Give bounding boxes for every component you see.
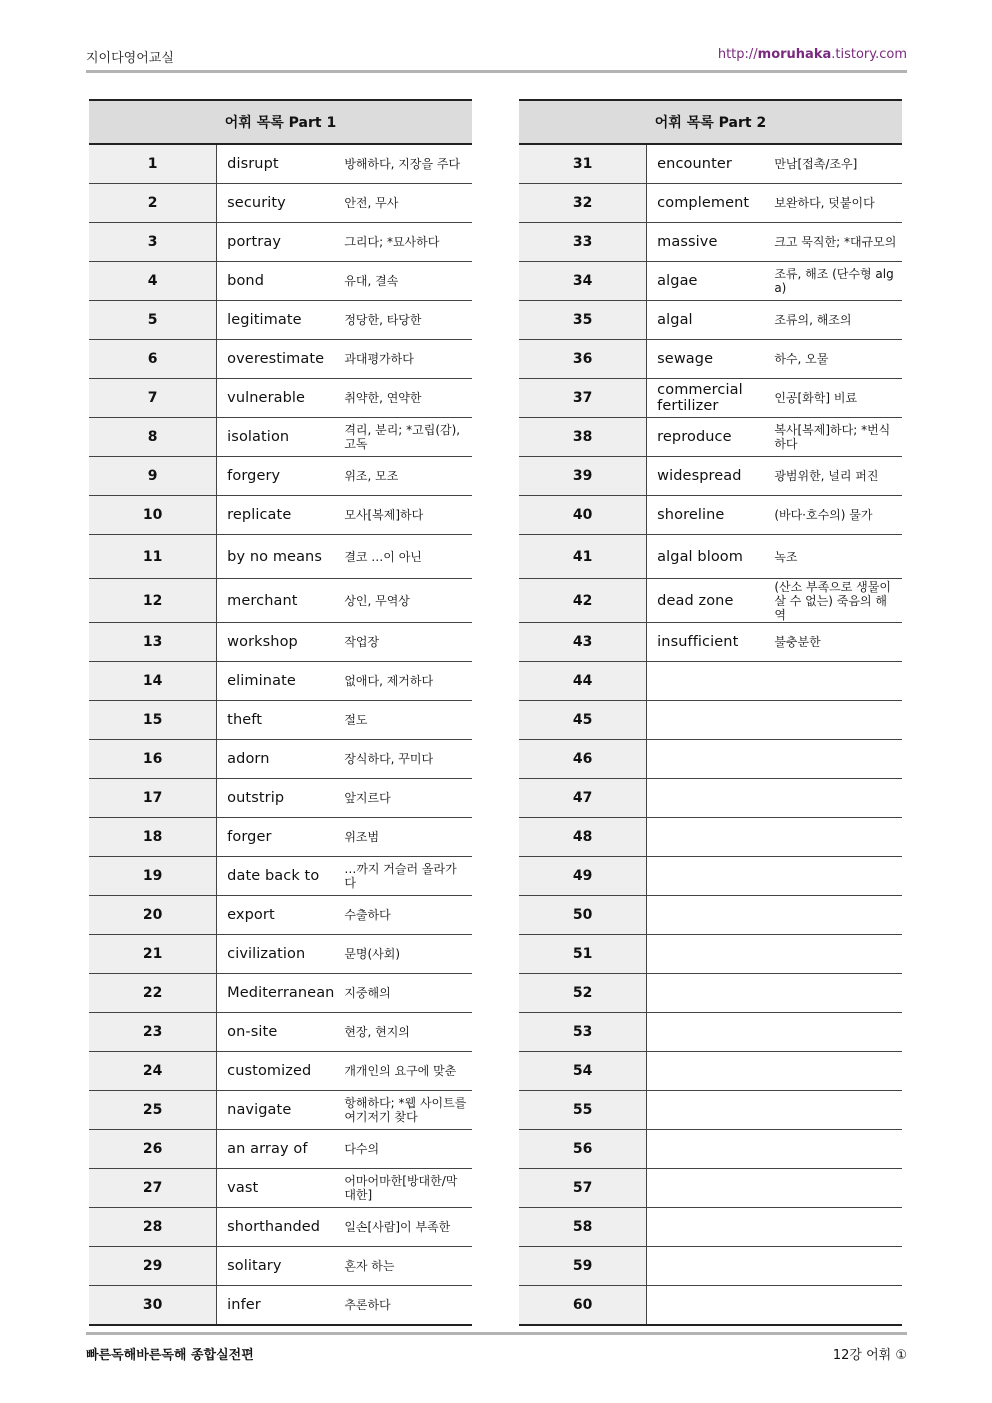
row-number: 11 — [89, 535, 217, 579]
row-number: 10 — [89, 496, 217, 535]
header-divider — [86, 70, 907, 73]
table-row — [519, 1208, 902, 1247]
vocab-word — [647, 1286, 775, 1326]
table-row — [89, 701, 472, 740]
vocab-meaning — [774, 857, 902, 896]
vocab-word: shorthanded — [217, 1208, 345, 1247]
row-number: 36 — [519, 340, 647, 379]
page-header — [86, 44, 907, 66]
row-number: 54 — [519, 1052, 647, 1091]
footer-divider — [86, 1332, 907, 1335]
vocab-meaning: 결코 …이 아닌 — [344, 535, 472, 579]
row-number: 44 — [519, 662, 647, 701]
vocab-word — [647, 779, 775, 818]
vocab-word: security — [217, 184, 345, 223]
vocab-meaning: 만남[접촉/조우] — [774, 144, 902, 184]
vocab-word: legitimate — [217, 301, 345, 340]
table-row — [519, 340, 902, 379]
vocab-meaning: 과대평가하다 — [344, 340, 472, 379]
vocab-meaning: 조류, 해조 (단수형 alga) — [774, 262, 902, 301]
table-row — [89, 144, 472, 184]
vocab-meaning: 안전, 무사 — [344, 184, 472, 223]
vocab-meaning — [774, 896, 902, 935]
table-row — [89, 340, 472, 379]
vocab-word — [647, 740, 775, 779]
vocab-meaning — [774, 818, 902, 857]
table-row — [519, 818, 902, 857]
vocab-word — [647, 701, 775, 740]
vocab-word: solitary — [217, 1247, 345, 1286]
vocab-word: an array of — [217, 1130, 345, 1169]
table-row — [89, 1169, 472, 1208]
vocab-word — [647, 857, 775, 896]
vocab-word: workshop — [217, 623, 345, 662]
row-number: 47 — [519, 779, 647, 818]
table-row — [519, 974, 902, 1013]
table-row — [89, 379, 472, 418]
row-number: 46 — [519, 740, 647, 779]
row-number: 28 — [89, 1208, 217, 1247]
row-number: 1 — [89, 144, 217, 184]
row-number: 18 — [89, 818, 217, 857]
row-number: 59 — [519, 1247, 647, 1286]
table-row — [89, 779, 472, 818]
vocab-meaning — [774, 1091, 902, 1130]
row-number: 12 — [89, 579, 217, 623]
vocab-word: replicate — [217, 496, 345, 535]
vocab-word: isolation — [217, 418, 345, 457]
vocab-word — [647, 1091, 775, 1130]
row-number: 32 — [519, 184, 647, 223]
vocab-meaning: 하수, 오물 — [774, 340, 902, 379]
table-row — [519, 1091, 902, 1130]
row-number: 22 — [89, 974, 217, 1013]
vocab-meaning: 녹조 — [774, 535, 902, 579]
table-row — [89, 1130, 472, 1169]
row-number: 31 — [519, 144, 647, 184]
table-row — [89, 184, 472, 223]
table-row — [89, 1286, 472, 1326]
row-number: 37 — [519, 379, 647, 418]
row-number: 5 — [89, 301, 217, 340]
vocab-word: insufficient — [647, 623, 775, 662]
row-number: 9 — [89, 457, 217, 496]
vocab-meaning — [774, 935, 902, 974]
row-number: 50 — [519, 896, 647, 935]
vocab-word: complement — [647, 184, 775, 223]
vocab-word — [647, 1013, 775, 1052]
vocab-meaning: 추론하다 — [344, 1286, 472, 1326]
vocab-word: bond — [217, 262, 345, 301]
row-number: 24 — [89, 1052, 217, 1091]
vocab-word: forger — [217, 818, 345, 857]
table-row — [519, 623, 902, 662]
vocab-word: export — [217, 896, 345, 935]
table-row — [519, 496, 902, 535]
row-number: 60 — [519, 1286, 647, 1326]
vocab-word: algal bloom — [647, 535, 775, 579]
vocab-word: algal — [647, 301, 775, 340]
vocab-meaning: 정당한, 타당한 — [344, 301, 472, 340]
row-number: 35 — [519, 301, 647, 340]
vocab-meaning: 크고 묵직한; *대규모의 — [774, 223, 902, 262]
table-row — [519, 1169, 902, 1208]
table-row — [519, 418, 902, 457]
url-bold: moruhaka — [757, 47, 832, 62]
vocab-word — [647, 1247, 775, 1286]
table-row — [89, 1247, 472, 1286]
vocab-word: outstrip — [217, 779, 345, 818]
vocab-meaning: …까지 거슬러 올라가다 — [344, 857, 472, 896]
table-row — [89, 857, 472, 896]
table-row — [519, 857, 902, 896]
row-number: 40 — [519, 496, 647, 535]
vocab-meaning: 취약한, 연약한 — [344, 379, 472, 418]
row-number: 43 — [519, 623, 647, 662]
vocab-word: dead zone — [647, 579, 775, 623]
row-number: 15 — [89, 701, 217, 740]
vocab-word: forgery — [217, 457, 345, 496]
vocab-word — [647, 1169, 775, 1208]
row-number: 48 — [519, 818, 647, 857]
table-row — [519, 662, 902, 701]
table-row — [519, 896, 902, 935]
table-row — [89, 496, 472, 535]
table-row — [519, 379, 902, 418]
vocab-word — [647, 1208, 775, 1247]
vocab-table-part2 — [519, 99, 902, 1326]
table-row — [89, 662, 472, 701]
row-number: 17 — [89, 779, 217, 818]
vocab-meaning — [774, 1130, 902, 1169]
row-number: 56 — [519, 1130, 647, 1169]
vocab-meaning: 없애다, 제거하다 — [344, 662, 472, 701]
table-row — [519, 1286, 902, 1326]
vocab-word: shoreline — [647, 496, 775, 535]
vocab-word: vulnerable — [217, 379, 345, 418]
table-row — [89, 896, 472, 935]
vocab-word — [647, 974, 775, 1013]
table-row — [89, 579, 472, 623]
vocab-word: sewage — [647, 340, 775, 379]
vocab-word: widespread — [647, 457, 775, 496]
vocab-word — [647, 818, 775, 857]
vocab-word: on-site — [217, 1013, 345, 1052]
vocab-meaning: 수출하다 — [344, 896, 472, 935]
row-number: 16 — [89, 740, 217, 779]
row-number: 53 — [519, 1013, 647, 1052]
vocab-word: adorn — [217, 740, 345, 779]
vocab-meaning: 격리, 분리; *고립(감), 고독 — [344, 418, 472, 457]
row-number: 45 — [519, 701, 647, 740]
table-title: 어휘 목록 Part 1 — [89, 100, 472, 144]
vocab-word: eliminate — [217, 662, 345, 701]
table-row — [89, 818, 472, 857]
footer-lesson: 12강 어휘 ① — [832, 1348, 907, 1363]
vocab-word: vast — [217, 1169, 345, 1208]
vocab-meaning: 유대, 결속 — [344, 262, 472, 301]
vocab-meaning — [774, 1247, 902, 1286]
vocab-meaning: 어마어마한[방대한/막대한] — [344, 1169, 472, 1208]
vocab-meaning — [774, 974, 902, 1013]
table-row — [519, 779, 902, 818]
vocab-word — [647, 896, 775, 935]
vocab-word: disrupt — [217, 144, 345, 184]
vocab-word: infer — [217, 1286, 345, 1326]
vocab-meaning: 장식하다, 꾸미다 — [344, 740, 472, 779]
vocab-meaning: (바다·호수의) 물가 — [774, 496, 902, 535]
row-number: 23 — [89, 1013, 217, 1052]
vocab-meaning: 방해하다, 지장을 주다 — [344, 144, 472, 184]
vocab-meaning: 문명(사회) — [344, 935, 472, 974]
table-row — [519, 262, 902, 301]
vocab-meaning: 그리다; *묘사하다 — [344, 223, 472, 262]
vocab-word: algae — [647, 262, 775, 301]
table-row — [519, 1247, 902, 1286]
row-number: 27 — [89, 1169, 217, 1208]
footer-book-title: 빠른독해바른독해 종합실전편 — [86, 1348, 254, 1363]
vocab-word: commercial fertilizer — [647, 379, 775, 418]
row-number: 52 — [519, 974, 647, 1013]
vocab-meaning: 광범위한, 널리 퍼진 — [774, 457, 902, 496]
url-suffix: .tistory.com — [831, 47, 907, 62]
vocab-meaning — [774, 1052, 902, 1091]
vocab-meaning — [774, 662, 902, 701]
table-title: 어휘 목록 Part 2 — [519, 100, 902, 144]
vocab-meaning: 위조범 — [344, 818, 472, 857]
vocab-meaning: 다수의 — [344, 1130, 472, 1169]
table-row — [519, 457, 902, 496]
table-row — [89, 1013, 472, 1052]
table-row — [519, 701, 902, 740]
table-row — [89, 935, 472, 974]
table-row — [519, 579, 902, 623]
vocab-meaning: 위조, 모조 — [344, 457, 472, 496]
row-number: 29 — [89, 1247, 217, 1286]
vocab-word: overestimate — [217, 340, 345, 379]
vocab-word: reproduce — [647, 418, 775, 457]
row-number: 2 — [89, 184, 217, 223]
vocab-word: customized — [217, 1052, 345, 1091]
vocab-meaning: 불충분한 — [774, 623, 902, 662]
vocab-meaning: 조류의, 해조의 — [774, 301, 902, 340]
vocab-word: navigate — [217, 1091, 345, 1130]
vocab-word — [647, 662, 775, 701]
row-number: 39 — [519, 457, 647, 496]
vocab-meaning: 모사[복제]하다 — [344, 496, 472, 535]
table-row — [519, 184, 902, 223]
table-row — [519, 1013, 902, 1052]
row-number: 34 — [519, 262, 647, 301]
table-row — [519, 1130, 902, 1169]
row-number: 38 — [519, 418, 647, 457]
vocab-word: by no means — [217, 535, 345, 579]
table-row — [89, 1208, 472, 1247]
table-row — [89, 1091, 472, 1130]
row-number: 19 — [89, 857, 217, 896]
row-number: 33 — [519, 223, 647, 262]
row-number: 30 — [89, 1286, 217, 1326]
vocab-word — [647, 935, 775, 974]
vocab-meaning — [774, 1286, 902, 1326]
table-row — [89, 223, 472, 262]
table-row — [519, 740, 902, 779]
vocab-meaning: 현장, 현지의 — [344, 1013, 472, 1052]
table-row — [519, 1052, 902, 1091]
url-prefix: http:// — [717, 47, 758, 62]
row-number: 55 — [519, 1091, 647, 1130]
vocab-meaning: 복사[복제]하다; *번식하다 — [774, 418, 902, 457]
vocab-meaning: 보완하다, 덧붙이다 — [774, 184, 902, 223]
table-row — [89, 457, 472, 496]
row-number: 7 — [89, 379, 217, 418]
table-row — [89, 1052, 472, 1091]
vocab-meaning: 인공[화학] 비료 — [774, 379, 902, 418]
row-number: 3 — [89, 223, 217, 262]
table-row — [519, 223, 902, 262]
vocab-word: merchant — [217, 579, 345, 623]
row-number: 21 — [89, 935, 217, 974]
vocab-word: civilization — [217, 935, 345, 974]
table-row — [519, 935, 902, 974]
vocab-word: portray — [217, 223, 345, 262]
vocab-word — [647, 1052, 775, 1091]
table-row — [89, 535, 472, 579]
vocab-meaning — [774, 779, 902, 818]
table-row — [89, 262, 472, 301]
header-title: 지이다영어교실 — [86, 51, 174, 66]
row-number: 26 — [89, 1130, 217, 1169]
vocab-word: massive — [647, 223, 775, 262]
table-row — [89, 974, 472, 1013]
vocab-meaning: 절도 — [344, 701, 472, 740]
row-number: 58 — [519, 1208, 647, 1247]
table-row — [519, 535, 902, 579]
vocab-meaning: 일손[사람]이 부족한 — [344, 1208, 472, 1247]
vocab-table-part1 — [89, 99, 472, 1326]
row-number: 25 — [89, 1091, 217, 1130]
table-row — [89, 301, 472, 340]
vocab-word — [647, 1130, 775, 1169]
vocab-word: Mediterranean — [217, 974, 345, 1013]
row-number: 14 — [89, 662, 217, 701]
vocab-meaning — [774, 1013, 902, 1052]
row-number: 49 — [519, 857, 647, 896]
row-number: 42 — [519, 579, 647, 623]
row-number: 13 — [89, 623, 217, 662]
vocab-meaning — [774, 1208, 902, 1247]
row-number: 8 — [89, 418, 217, 457]
vocab-meaning: 상인, 무역상 — [344, 579, 472, 623]
vocab-word: encounter — [647, 144, 775, 184]
vocab-meaning: 작업장 — [344, 623, 472, 662]
vocab-word: date back to — [217, 857, 345, 896]
vocab-meaning: 혼자 하는 — [344, 1247, 472, 1286]
vocab-word: theft — [217, 701, 345, 740]
table-row — [89, 623, 472, 662]
table-row — [89, 418, 472, 457]
vocab-meaning: 앞지르다 — [344, 779, 472, 818]
vocab-meaning: 지중해의 — [344, 974, 472, 1013]
row-number: 4 — [89, 262, 217, 301]
vocab-meaning — [774, 1169, 902, 1208]
vocab-meaning — [774, 701, 902, 740]
row-number: 20 — [89, 896, 217, 935]
table-row — [519, 301, 902, 340]
header-url[interactable] — [718, 47, 907, 62]
vocab-meaning: (산소 부족으로 생물이 살 수 없는) 죽음의 해역 — [774, 579, 902, 623]
vocab-meaning — [774, 740, 902, 779]
vocab-meaning: 항해하다; *웹 사이트를 여기저기 찾다 — [344, 1091, 472, 1130]
row-number: 57 — [519, 1169, 647, 1208]
row-number: 6 — [89, 340, 217, 379]
row-number: 51 — [519, 935, 647, 974]
table-row — [89, 740, 472, 779]
table-row — [519, 144, 902, 184]
row-number: 41 — [519, 535, 647, 579]
vocab-meaning: 개개인의 요구에 맞춘 — [344, 1052, 472, 1091]
